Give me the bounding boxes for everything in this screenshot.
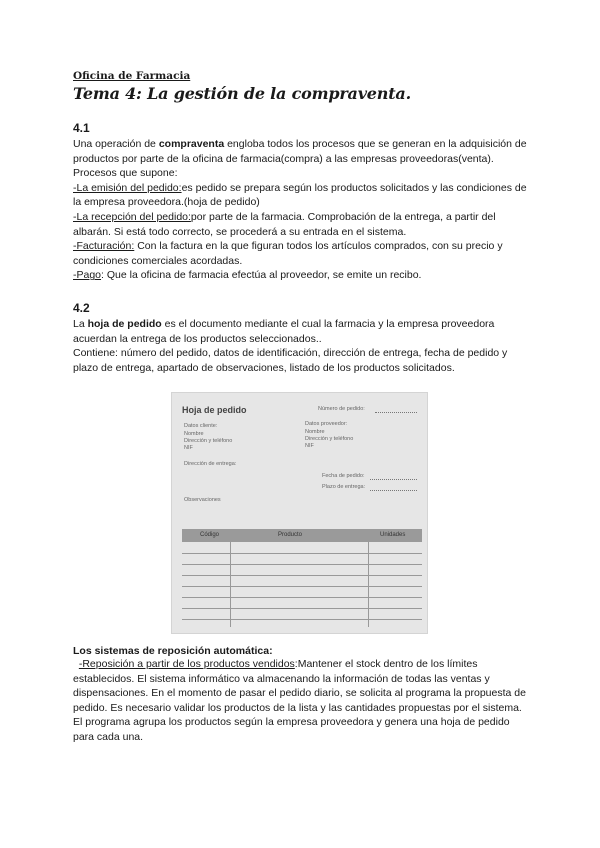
table-row: [182, 619, 422, 620]
table-col-divider: [230, 542, 231, 627]
hoja-paragraph: La hoja de pedido es el documento mediante el cual la farmacia y la empresa proveedora acuerdan la entrega de los productos seleccionados..: [73, 317, 495, 345]
form-cliente-line: Nombre: [184, 431, 204, 437]
col-unidades: Unidades: [380, 532, 406, 538]
form-numero-line: [375, 412, 417, 413]
section-heading-4-2: 4.2: [73, 300, 90, 315]
form-observaciones: Observaciones: [184, 497, 221, 503]
table-col-divider: [368, 542, 369, 627]
form-proveedor-line: NIF: [305, 443, 314, 449]
form-table-header: [182, 529, 422, 542]
form-fecha: Fecha de pedido:: [322, 473, 365, 479]
procesos-label: Procesos que supone:: [73, 167, 178, 180]
form-datos-proveedor: Datos proveedor:: [305, 421, 348, 427]
table-row: [182, 564, 422, 565]
col-codigo: Código: [200, 532, 220, 538]
order-form-image: [171, 392, 428, 634]
document-header: Oficina de Farmacia: [73, 70, 191, 82]
reposicion-paragraph: -Reposición a partir de los productos vendidos:Mantener el stock dentro de los límites establecidos. El sistema informático va almacenando la información de todas las ventas y dispensaciones. En el momento de pasar el pedido diario, se solicita al programa la propuesta de pedido. Es necesario validar los productos de la lista y las cantidades propuestas por el sistema. El programa agrupa los productos según la empresa proveedora y genera una hoja de pedido para cada una.: [73, 658, 526, 743]
form-plazo-line: [370, 490, 417, 491]
table-row: [182, 575, 422, 576]
item-emision: -La emisión del pedido:es pedido se prepara según los productos solicitados y las condiciones de la empresa proveedora.(hoja de pedido): [73, 181, 527, 209]
form-numero-label: Número de pedido:: [318, 406, 365, 412]
form-title: Hoja de pedido: [182, 405, 247, 415]
table-row: [182, 586, 422, 587]
form-proveedor-line: Dirección y teléfono: [305, 436, 354, 442]
table-row: [182, 608, 422, 609]
form-cliente-line: Dirección y teléfono: [184, 438, 233, 444]
col-producto: Producto: [278, 532, 303, 538]
section-heading-4-1: 4.1: [73, 121, 90, 135]
item-facturacion: -Facturación: Con la factura en la que figuran todos los artículos comprados, con su precio y condiciones comerciales acordadas.: [73, 240, 503, 267]
form-fecha-line: [370, 479, 417, 480]
item-pago: -Pago: Que la oficina de farmacia efectúa al proveedor, se emite un recibo.: [73, 269, 422, 282]
form-datos-cliente: Datos cliente:: [184, 423, 218, 429]
contiene-paragraph: Contiene: número del pedido, datos de identificación, dirección de entrega, fecha de pedido y plazo de entrega, apartado de observaciones, listado de los productos solicitados.: [73, 347, 508, 374]
reposicion-heading: Los sistemas de reposición automática:: [73, 645, 273, 657]
form-plazo: Plazo de entrega:: [322, 484, 366, 490]
form-direccion: Dirección de entrega:: [184, 461, 237, 467]
form-proveedor-line: Nombre: [305, 429, 325, 435]
table-row: [182, 597, 422, 598]
reposicion-section: [73, 645, 533, 745]
page-title: Tema 4: La gestión de la compraventa.: [73, 84, 411, 103]
item-recepcion: -La recepción del pedido:por parte de la farmacia. Comprobación de la entrega, a partir del albarán. Si está todo correcto, se procederá a su entrada en el sistema.: [73, 210, 496, 238]
form-cliente-line: NIF: [184, 445, 193, 451]
intro-paragraph: Una operación de compraventa engloba todos los procesos que se generan en la adquisición de productos por parte de la oficina de farmacia(compra) a las empresas proveedoras(venta).: [73, 138, 527, 165]
table-row: [182, 553, 422, 554]
